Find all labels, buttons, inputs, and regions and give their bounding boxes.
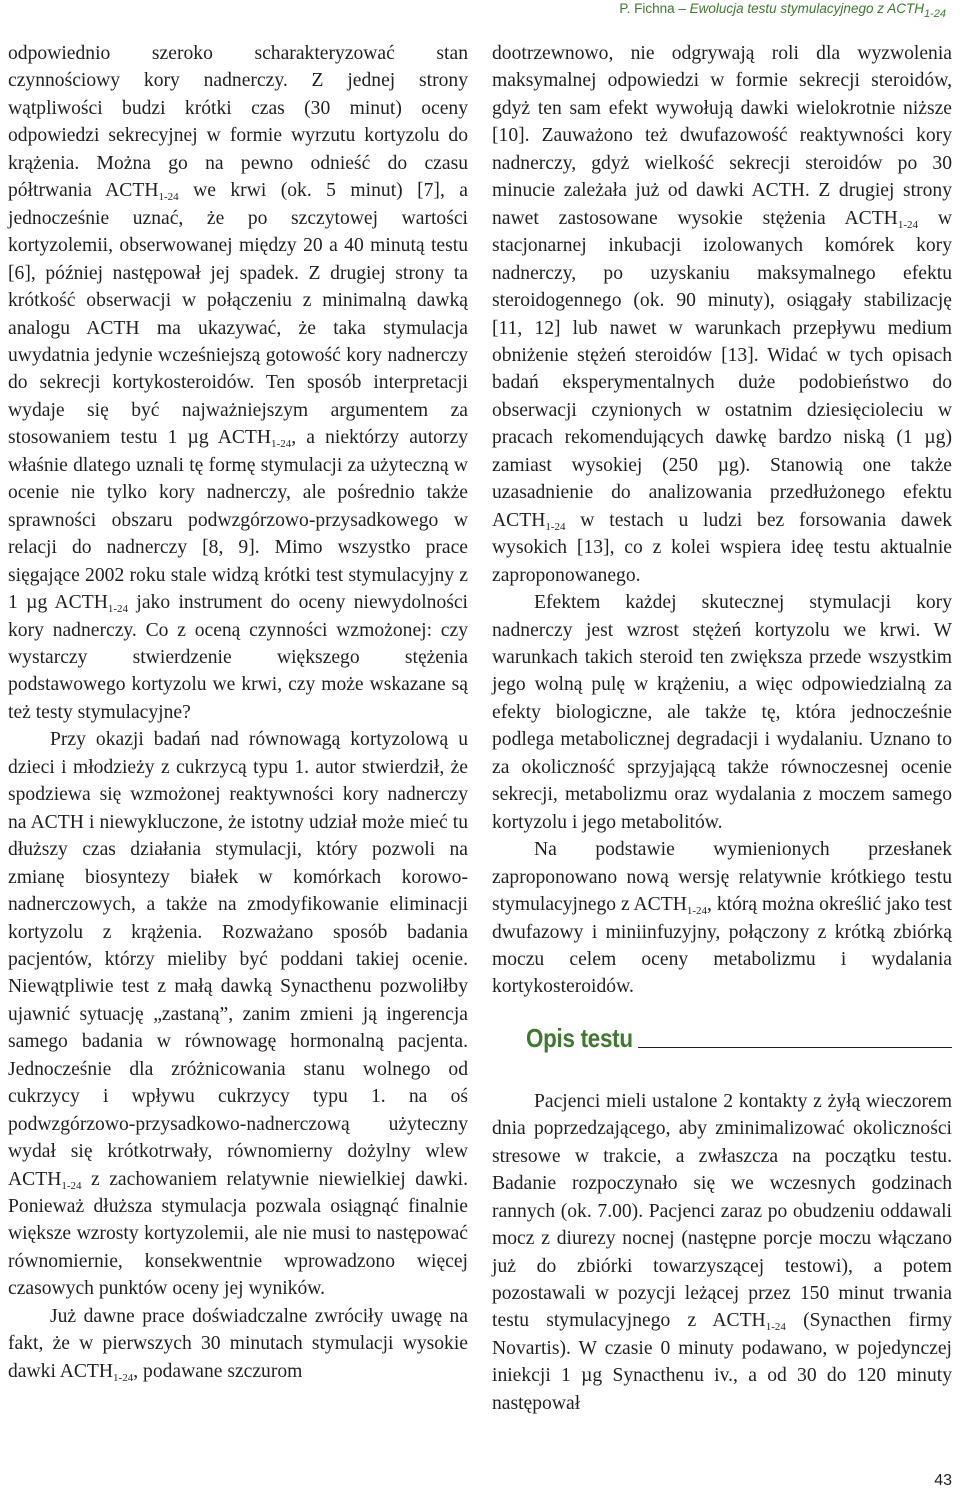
left-paragraph-1: odpowiednio szeroko scharakteryzować stan czynnościowy kory nadnerczy. Z jednej strony wątpliwości budzi krótki czas (30 minut) oceny odpowiedzi sekrecyjnej w formie wyrzutu kortyzolu do krążenia. Można go na pewno odnieść do czasu półtrwania $ACTH_{1-24}$ we krwi (ok. 5 minut) [7], a jednocześnie uznać, że po szczytowej wartości kortyzolemii, obserwowanej między 20 a 40 minutą testu [6], później następował jej spadek. Z drugiej strony ta krótkość obserwacji w połączeniu z minimalną dawką analogu ACTH ma ukazywać, że taka stymulacja uwydatnia jedynie wcześniejszą gotowość kory nadnerczy do sekrecji kortykosteroidów. Ten sposób interpretacji wydaje się być najważniejszym argumentem za stosowaniem testu 1 µg $ACTH_{1-24}$, a niektórzy autorzy właśnie dlatego uznali tę formę stymulacji za użyteczną w ocenie nie tylko kory nadnerczy, ale pośrednio także sprawności obszaru podwzgórzowo-przysadkowego w relacji do nadnerczy [8, 9]. Mimo wszystko prace sięgające 2002 roku stale widzą krótki test stymulacyjny z 1 µg $ACTH_{1-24}$ jako instrument do oceny niewydolności kory nadnerczy. Co z oceną czynności wzmożonej: czy wystarczy stwierdzenie większego stężenia podstawowego kortyzolu we krwi, czy może wskazane są też testy stymulacyjne? [8,43,469,723]
section-rule [638,1047,952,1048]
left-column [8,40,468,1385]
section-title: Opis testu [526,1022,633,1053]
header-title-subscript: 1-24 [923,8,946,20]
right-paragraph-3: Na podstawie wymienionych przesłanek zaproponowano nową wersję relatywnie krótkiego testu stymulacyjnego z $ACTH_{1-24}$, którą można określić jako test dwufazowy i miniinfuzyjny, połączony z krótką zbiórką moczu celem oceny metabolizmu i wydalania kortykosteroidów. [492,839,952,998]
running-header [619,1,946,20]
right-paragraph-2: Efektem każdej skutecznej stymulacji kory nadnerczy jest wzrost stężeń kortyzolu we krwi. W warunkach takich steroid ten zwiększa przede wszystkim jego wolną pulę w krążeniu, a więc odpowiedzialną za efekty biologiczne, ale także tę, która jednocześnie podlega metabolicznej degradacji i wydalaniu. Uznano to za okoliczność sprzyjającą także równoczesnej ocenie sekrecji, metabolizmu oraz wydalania z moczem samego kortyzolu i jego metabolitów. [492,592,952,833]
section-heading [526,1023,952,1053]
header-title: Ewolucja testu stymulacyjnego z $ACTH_{1-24}$ [689,1,946,20]
header-author: P. Fichna – [619,1,690,16]
left-paragraph-2: Przy okazji badań nad równowagą kortyzolową u dzieci i młodzieży z cukrzycą typu 1. autor stwierdził, że spodziewa się wzmożonej reaktywności kory nadnerczy na ACTH i niewykluczone, że istotny udział może mieć tu dłuższy czas działania stymulacji, który pozwoli na zmianę biosyntezy białek w komórkach korowo-nadnerczowych, a także na zmodyfikowanie eliminacji kortyzolu z krążenia. Rozważano sposób badania pacjentów, którzy mieliby być poddani takiej ocenie. Niewątpliwie test z małą dawką Synacthenu pozwoliłby ujawnić sytuację „zastaną”, zanim zmieni ją ingerencja samego badania w równowagę hormonalną pacjenta. Jednocześnie dla zróżnicowania stanu wolnego od cukrzycy i wpływu cukrzycy typu 1. na oś podwzgórzowo-przysadkowo-nadnerczową użyteczny wydał się krótkotrwały, równomierny dożylny wlew $ACTH_{1-24}$ z zachowaniem relatywnie niewielkiej dawki. Ponieważ dłuższa stymulacja pozwala osiągnąć finalnie większe wzrosty kortyzolemii, ale nie musi to następować równomiernie, konsekwentnie wprowadzono więcej czasowych punktów oceny jej wyników. [8,729,468,1300]
right-paragraph-1: dootrzewnowo, nie odgrywają roli dla wyzwolenia maksymalnej odpowiedzi w formie sekrecji steroidów, gdyż ten sam efekt wywołują dawki wielokrotnie niższe [10]. Zauważono też dwufazowość reaktywności kory nadnerczy, gdyż wielkość sekrecji steroidów po 30 minucie zależała już od dawki ACTH. Z drugiej strony nawet zastosowane wysokie stężenia $ACTH_{1-24}$ w stacjonarnej inkubacji izolowanych komórek kory nadnerczy, po uzyskaniu maksymalnego efektu steroidogennego (ok. 90 minuty), osiągały stabilizację [11, 12] lub nawet w warunkach przepływu medium obniżenie stężeń steroidów [13]. Widać w tych opisach badań eksperymentalnych duże podobieństwo do obserwacji czynionych w ostatnim dziesięcioleciu w pracach rekomendujących dawkę bardzo niską (1 µg) zamiast wysokiej (250 µg). Stanowią one także uzasadnienie do analizowania przedłużonego efektu $ACTH_{1-24}$ w testach u ludzi bez forsowania dawek wysokich [13], co z kolei wspiera ideę testu aktualnie zaproponowanego. [492,43,952,586]
right-column [492,40,952,1417]
page-number: 43 [934,1472,952,1489]
left-paragraph-3: Już dawne prace doświadczalne zwróciły uwagę na fakt, że w pierwszych 30 minutach stymulacji wysokie dawki $ACTH_{1-24}$, podawane szczurom [8,1305,468,1384]
right-paragraph-4: Pacjenci mieli ustalone 2 kontakty z żyłą wieczorem dnia poprzedzającego, aby zminimalizować okoliczności stresowe w trakcie, a zwłaszcza na początku testu. Badanie rozpoczynało się we wczesnych godzinach rannych (ok. 7.00). Pacjenci zaraz po obudzeniu oddawali mocz z diurezy nocnej (następne porcje moczu włączano już do zbiórki towarzyszącej testowi), a potem pozostawali w pozycji leżącej przez 150 minut trwania testu stymulacyjnego z $ACTH_{1-24}$ (Synacthen firmy Novartis). W czasie 0 minuty podawano, w pojedynczej iniekcji 1 µg Synacthenu iv., a od 30 do 120 minuty następował [492,1090,952,1414]
